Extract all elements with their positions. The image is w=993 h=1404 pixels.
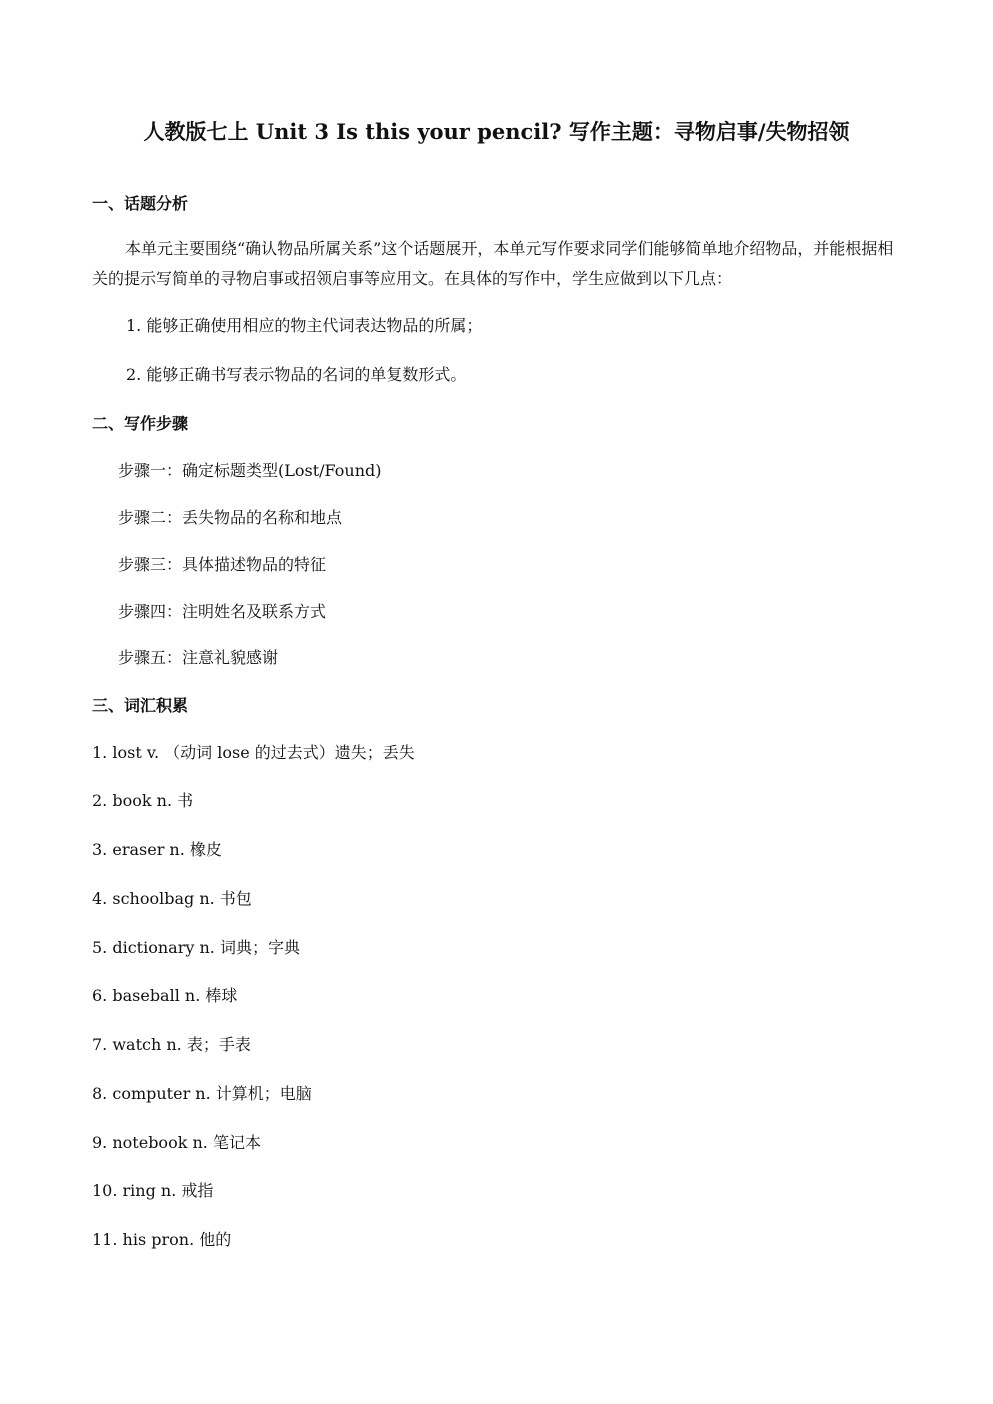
section-heading-topic: 一、话题分析 xyxy=(92,194,189,213)
vocab-item: 5. dictionary n. 词典；字典 xyxy=(92,938,300,957)
step-item: 步骤五：注意礼貌感谢 xyxy=(118,648,279,667)
vocab-item: 3. eraser n. 橡皮 xyxy=(92,840,222,859)
topic-point: 1. 能够正确使用相应的物主代词表达物品的所属； xyxy=(126,316,483,335)
vocab-item: 1. lost v. （动词 lose 的过去式）遗失；丢失 xyxy=(92,743,415,762)
step-item: 步骤二：丢失物品的名称和地点 xyxy=(118,508,343,527)
step-item: 步骤三：具体描述物品的特征 xyxy=(118,555,327,574)
vocab-item: 2. book n. 书 xyxy=(92,791,194,810)
step-item: 步骤一：确定标题类型(Lost/Found) xyxy=(118,461,382,480)
topic-paragraph: 本单元主要围绕“确认物品所属关系”这个话题展开，本单元写作要求同学们能够简单地介绍物品，并能根据相关的提示写简单的寻物启事或招领启事等应用文。在具体的写作中，学生应做到以下几点： xyxy=(92,239,894,288)
vocab-item: 11. his pron. 他的 xyxy=(92,1230,232,1249)
vocab-item: 6. baseball n. 棒球 xyxy=(92,986,238,1005)
vocab-item: 7. watch n. 表；手表 xyxy=(92,1035,251,1054)
topic-point: 2. 能够正确书写表示物品的名词的单复数形式。 xyxy=(126,365,467,384)
vocab-item: 9. notebook n. 笔记本 xyxy=(92,1133,261,1152)
section-heading-steps: 二、写作步骤 xyxy=(92,414,189,433)
document-title: 人教版七上 Unit 3 Is this your pencil? 写作主题：寻物启事/失物招领 xyxy=(143,119,850,144)
vocab-item: 10. ring n. 戒指 xyxy=(92,1181,214,1200)
vocab-item: 4. schoolbag n. 书包 xyxy=(92,889,252,908)
vocab-item: 8. computer n. 计算机；电脑 xyxy=(92,1084,312,1103)
step-item: 步骤四：注明姓名及联系方式 xyxy=(118,602,327,621)
section-heading-vocabulary: 三、词汇积累 xyxy=(92,696,189,715)
